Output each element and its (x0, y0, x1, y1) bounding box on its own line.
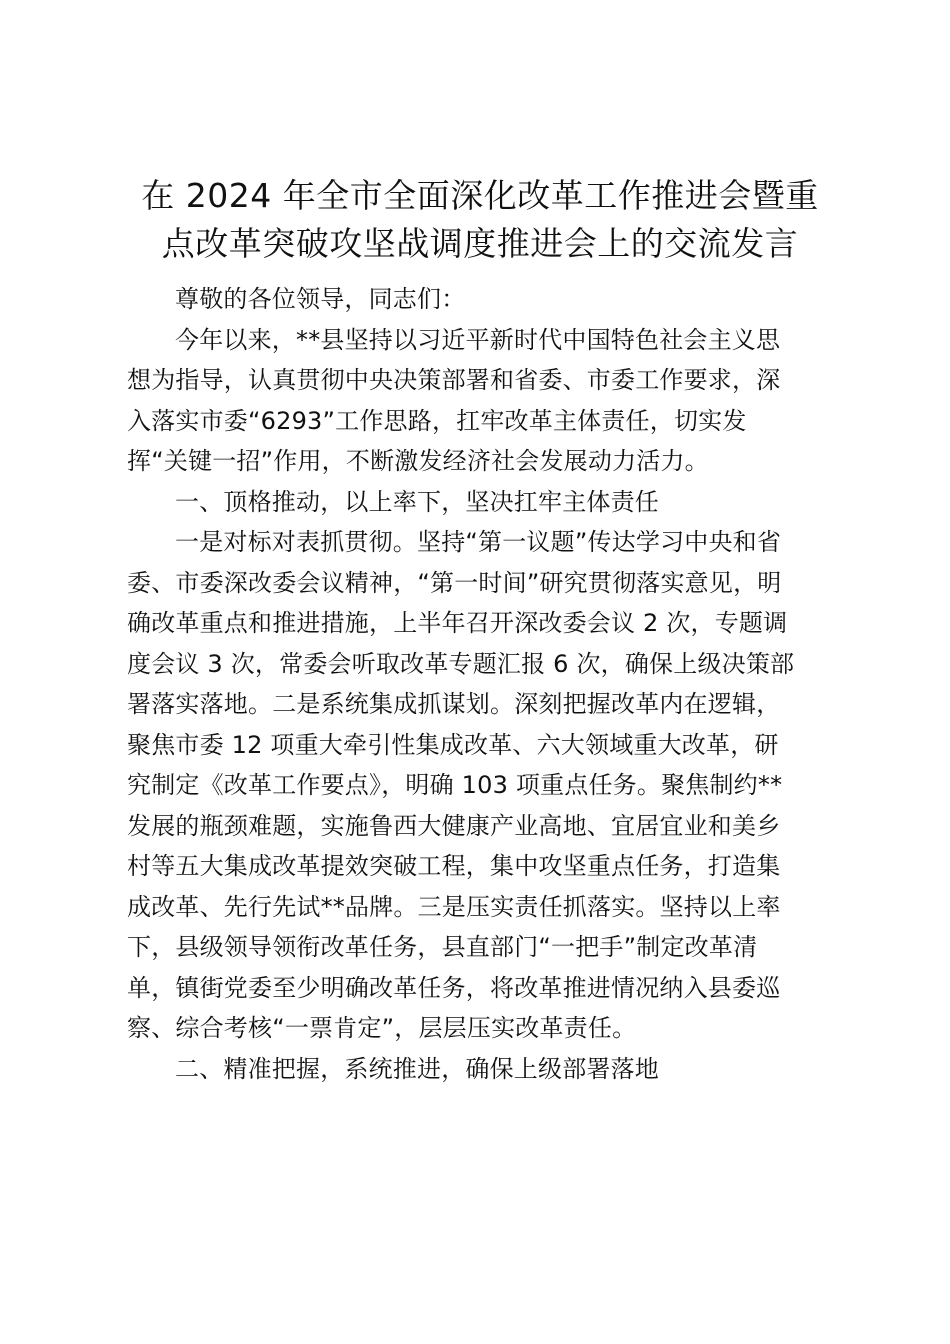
text-line: 究制定《改革工作要点》，明确 103 项重点任务。聚焦制约** (127, 771, 783, 799)
section-heading-2: 二、精准把握，系统推进，确保上级部署落地 (175, 1054, 659, 1083)
title-line: 点改革突破攻坚战调度推进会上的交流发言 (161, 224, 799, 263)
text-line: 挥“关键一招”作用，不断激发经济社会发展动力活力。 (127, 447, 709, 475)
title-line: 在 2024 年全市全面深化改革工作推进会暨重 (141, 176, 819, 215)
salutation: 尊敬的各位领导，同志们： (175, 285, 466, 313)
intro-paragraph (127, 320, 827, 482)
section-heading-1: 一、顶格推动，以上率下，坚决扛牢主体责任 (175, 487, 659, 516)
text-line: 署落实落地。二是系统集成抓谋划。深刻把握改革内在逻辑， (127, 690, 781, 718)
text-line: 一是对标对表抓贯彻。坚持“第一议题”传达学习中央和省 (175, 528, 782, 556)
text-line: 聚焦市委 12 项重大牵引性集成改革、六大领域重大改革，研 (127, 730, 779, 759)
text-line: 想为指导，认真贯彻中央决策部署和省委、市委工作要求，深 (127, 366, 781, 394)
text-line: 成改革、先行先试**品牌。三是压实责任抓落实。坚持以上率 (127, 892, 781, 921)
text-line: 单，镇街党委至少明确改革任务，将改革推进情况纳入县委巡 (127, 973, 781, 1002)
section-1-paragraph (127, 522, 827, 1049)
document-title (100, 172, 860, 268)
text-line: 下，县级领导领衔改革任务，县直部门“一把手”制定改革清 (127, 933, 758, 961)
text-line: 委、市委深改委会议精神，“第一时间”研究贯彻落实意见，明 (127, 568, 782, 597)
text-line: 度会议 3 次，常委会听取改革专题汇报 6 次，确保上级决策部 (127, 649, 795, 678)
document-body (127, 279, 827, 1089)
text-line: 确改革重点和推进措施，上半年召开深改委会议 2 次，专题调 (127, 609, 788, 637)
text-line: 发展的瓶颈难题，实施鲁西大健康产业高地、宜居宜业和美乡 (127, 811, 781, 840)
text-line: 入落实市委“6293”工作思路，扛牢改革主体责任，切实发 (127, 406, 747, 435)
text-line: 村等五大集成改革提效突破工程，集中攻坚重点任务，打造集 (127, 852, 781, 880)
text-line: 察、综合考核“一票肯定”，层层压实改革责任。 (127, 1014, 637, 1042)
text-line: 今年以来，**县坚持以习近平新时代中国特色社会主义思 (175, 325, 781, 354)
